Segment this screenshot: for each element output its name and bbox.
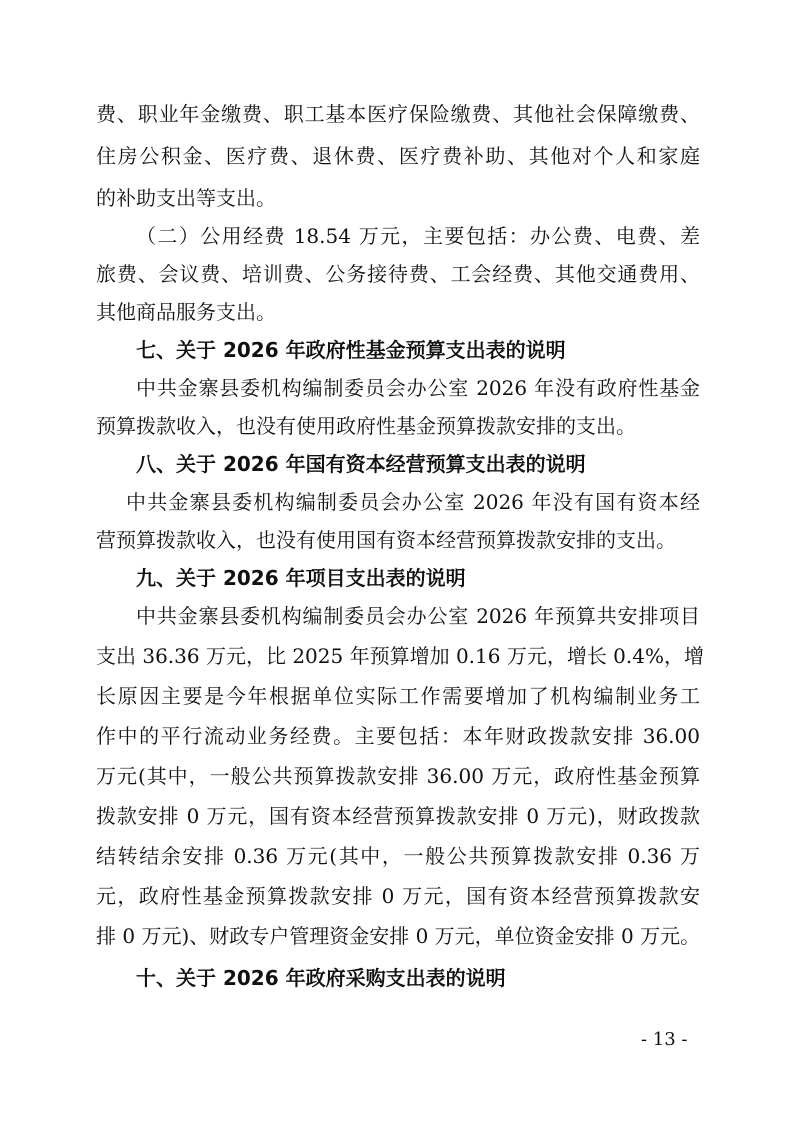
text-line: 排 0 万元)、财政专户管理资金安排 0 万元，单位资金安排 0 万元。 (96, 924, 701, 948)
text-line: 中共金寨县委机构编制委员会办公室 2026 年预算共安排项目 (136, 604, 700, 628)
page-number: - 13 - (641, 1029, 688, 1050)
text-line: 中共金寨县委机构编制委员会办公室 2026 年没有政府性基金 (136, 376, 700, 400)
text-line: 拨款安排 0 万元，国有资本经营预算拨款安排 0 万元)，财政拨款 (96, 804, 700, 828)
text-line: （二）公用经费 18.54 万元，主要包括：办公费、电费、差 (136, 224, 700, 248)
text-line: 元，政府性基金预算拨款安排 0 万元，国有资本经营预算拨款安 (96, 884, 700, 908)
section-heading: 八、关于 2026 年国有资本经营预算支出表的说明 (136, 452, 586, 476)
section-heading: 九、关于 2026 年项目支出表的说明 (136, 566, 466, 590)
text-line: 的补助支出等支出。 (96, 186, 276, 210)
text-line: 支出 36.36 万元，比 2025 年预算增加 0.16 万元，增长 0.4%，增 (96, 644, 704, 668)
text-line: 长原因主要是今年根据单位实际工作需要增加了机构编制业务工 (96, 684, 700, 708)
text-line: 营预算拨款收入，也没有使用国有资本经营预算拨款安排的支出。 (96, 528, 676, 552)
text-line: 结转结余安排 0.36 万元(其中，一般公共预算拨款安排 0.36 万 (96, 844, 700, 868)
text-line: 其他商品服务支出。 (96, 300, 276, 324)
section-heading: 十、关于 2026 年政府采购支出表的说明 (136, 966, 506, 990)
text-line: 作中的平行流动业务经费。主要包括：本年财政拨款安排 36.00 (96, 724, 700, 748)
text-line: 万元(其中，一般公共预算拨款安排 36.00 万元，政府性基金预算 (96, 764, 700, 788)
section-heading: 七、关于 2026 年政府性基金预算支出表的说明 (136, 338, 566, 362)
text-line: 费、职业年金缴费、职工基本医疗保险缴费、其他社会保障缴费、 (96, 102, 700, 126)
text-line: 中共金寨县委机构编制委员会办公室 2026 年没有国有资本经 (126, 490, 700, 514)
text-line: 住房公积金、医疗费、退休费、医疗费补助、其他对个人和家庭 (96, 144, 700, 168)
text-line: 旅费、会议费、培训费、公务接待费、工会经费、其他交通费用、 (96, 262, 700, 286)
text-line: 预算拨款收入，也没有使用政府性基金预算拨款安排的支出。 (96, 414, 636, 438)
